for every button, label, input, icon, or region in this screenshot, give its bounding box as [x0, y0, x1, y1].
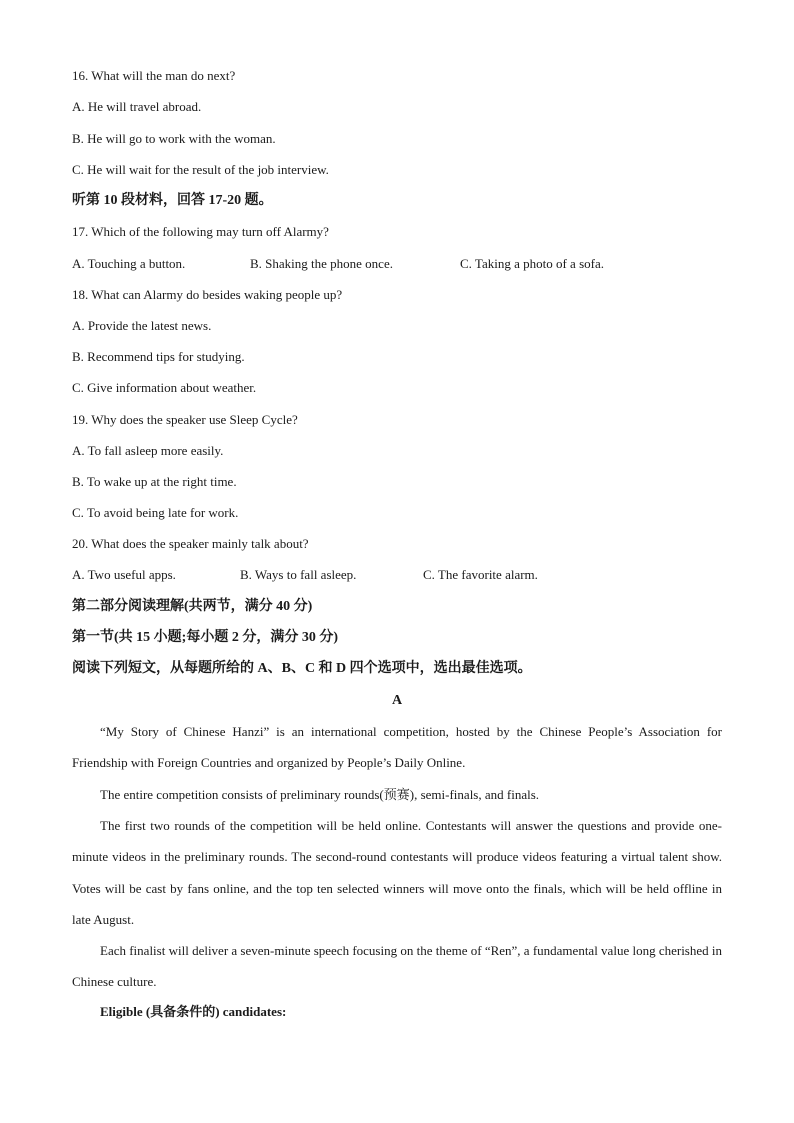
q17-option-a: A. Touching a button.	[72, 256, 186, 271]
passage-paragraph: “My Story of Chinese Hanzi” is an international competition, hosted by the Chinese People’s Association for Friendship with Foreign Countries and organized by People’s Daily Online.	[72, 724, 722, 771]
question-16: 16. What will the man do next?	[72, 68, 236, 83]
q17-option-b: B. Shaking the phone once.	[250, 256, 393, 271]
section-1-heading: 第一节(共 15 小题;每小题 2 分，满分 30 分)	[72, 630, 338, 645]
passage-paragraph: The entire competition consists of preliminary rounds(预赛), semi-finals, and finals.	[100, 787, 540, 802]
eligible-candidates-heading: Eligible (具备条件的) candidates:	[100, 1004, 287, 1019]
q20-option-c: C. The favorite alarm.	[423, 567, 538, 582]
q19-option-a: A. To fall asleep more easily.	[72, 443, 224, 458]
section-10-heading: 听第 10 段材料，回答 17-20 题。	[72, 193, 273, 208]
question-19: 19. Why does the speaker use Sleep Cycle?	[72, 412, 298, 427]
q17-option-c: C. Taking a photo of a sofa.	[460, 256, 604, 271]
q16-option-b: B. He will go to work with the woman.	[72, 131, 276, 146]
question-20: 20. What does the speaker mainly talk about?	[72, 536, 309, 551]
q16-option-c: C. He will wait for the result of the job interview.	[72, 162, 329, 177]
question-17: 17. Which of the following may turn off Alarmy?	[72, 224, 329, 239]
q20-option-b: B. Ways to fall asleep.	[240, 567, 357, 582]
q18-option-b: B. Recommend tips for studying.	[72, 349, 245, 364]
reading-instructions: 阅读下列短文，从每题所给的 A、B、C 和 D 四个选项中，选出最佳选项。	[72, 661, 532, 676]
q18-option-c: C. Give information about weather.	[72, 380, 257, 395]
passage-paragraph: Each finalist will deliver a seven-minute speech focusing on the theme of “Ren”, a fundamental value long cherished in Chinese culture.	[72, 943, 722, 990]
question-18: 18. What can Alarmy do besides waking people up?	[72, 287, 343, 302]
q20-option-a: A. Two useful apps.	[72, 567, 176, 582]
q19-option-c: C. To avoid being late for work.	[72, 505, 239, 520]
passage-paragraph: The first two rounds of the competition will be held online. Contestants will answer the questions and provide one-minute videos in the preliminary rounds. The second-round contestants will produce videos featuring a virtual talent show. Votes will be cast by fans online, and the top ten selected winners will move onto the finals, which will be held offline in late August.	[72, 818, 722, 927]
q16-option-a: A. He will travel abroad.	[72, 99, 202, 114]
part-2-heading: 第二部分阅读理解(共两节，满分 40 分)	[72, 599, 313, 614]
q18-option-a: A. Provide the latest news.	[72, 318, 212, 333]
passage-label: A	[391, 693, 403, 708]
q19-option-b: B. To wake up at the right time.	[72, 474, 237, 489]
